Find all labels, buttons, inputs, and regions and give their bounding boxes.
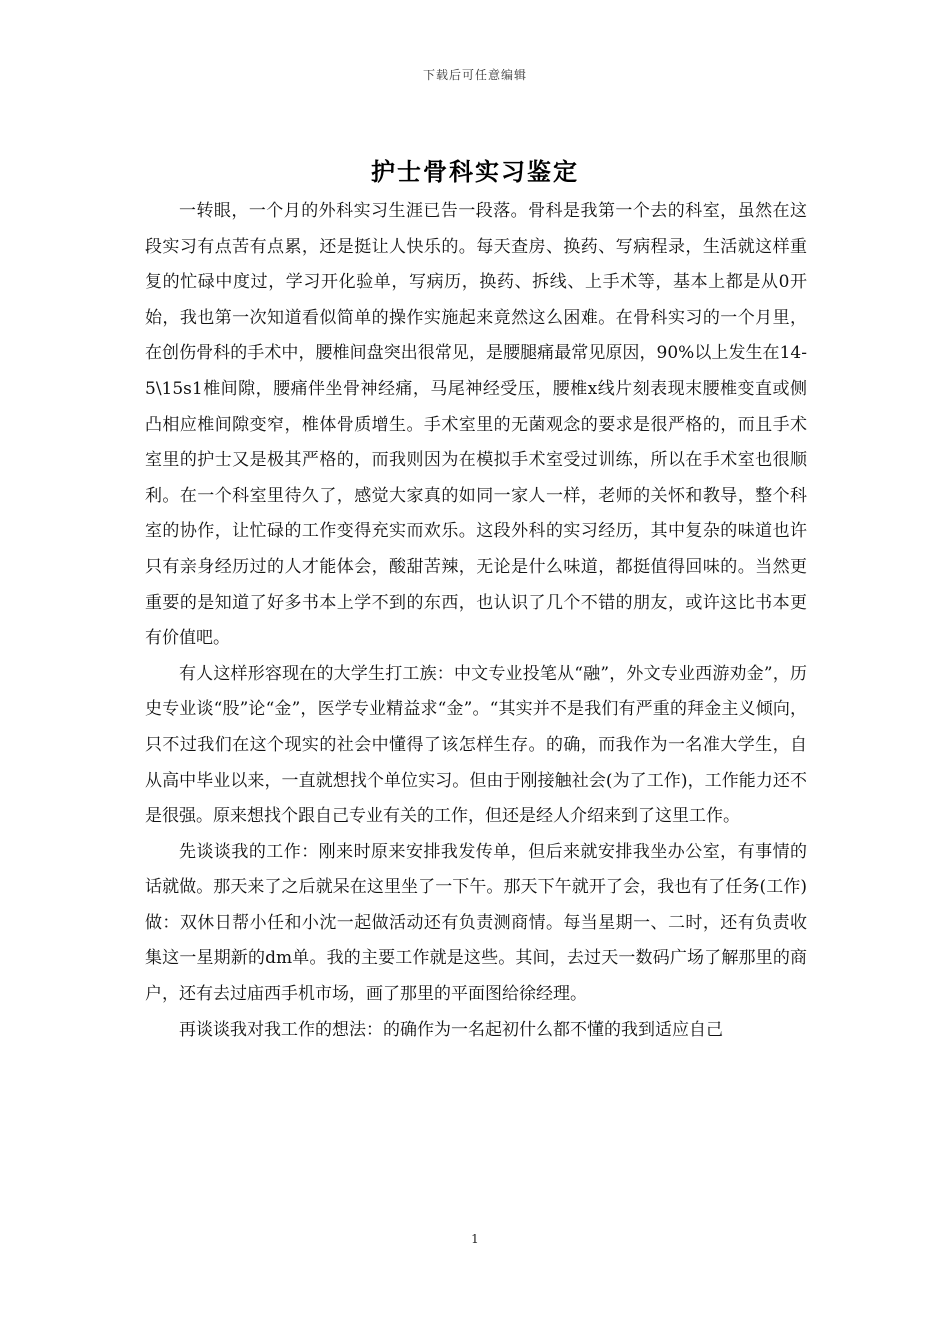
page-number: 1 — [471, 1232, 479, 1246]
paragraph-3: 先谈谈我的工作：刚来时原来安排我发传单，但后来就安排我坐办公室，有事情的话就做。那天来了之后就呆在这里坐了一下午。那天下午就开了会，我也有了任务(工作)做：双休日帮小任和小沈一起做活动还有负责测商情。每当星期一、二时，还有负责收集这一星期新的dm单。我的主要工作就是这些。其间，去过天一数码广场了解那里的商户，还有去过庙西手机市场，画了那里的平面图给徐经理。 — [145, 841, 807, 1005]
paragraph-4: 再谈谈我对我工作的想法：的确作为一名起初什么都不懂的我到适应自己 — [179, 1019, 723, 1040]
header-note: 下载后可任意编辑 — [422, 68, 527, 82]
document-body — [145, 194, 807, 1048]
document-title: 护士骨科实习鉴定 — [371, 157, 579, 186]
paragraph-2: 有人这样形容现在的大学生打工族：中文专业投笔从“融”，外文专业西游劝金”，历史专业谈“股”论“金”，医学专业精益求“金”。“其实并不是我们有严重的拜金主义倾向，只不过我们在这个现实的社会中懂得了该怎样生存。的确，而我作为一名准大学生，自从高中毕业以来，一直就想找个单位实习。但由于刚接触社会(为了工作)，工作能力还不是很强。原来想找个跟自己专业有关的工作，但还是经人介绍来到了这里工作。 — [145, 663, 807, 827]
paragraph-1: 一转眼，一个月的外科实习生涯已告一段落。骨科是我第一个去的科室，虽然在这段实习有点苦有点累，还是挺让人快乐的。每天查房、换药、写病程录，生活就这样重复的忙碌中度过，学习开化验单，写病历，换药、拆线、上手术等，基本上都是从0开始，我也第一次知道看似简单的操作实施起来竟然这么困难。在骨科实习的一个月里，在创伤骨科的手术中，腰椎间盘突出很常见，是腰腿痛最常见原因，90%以上发生在14-5\15s1椎间隙，腰痛伴坐骨神经痛，马尾神经受压，腰椎x线片刻表现末腰椎变直或侧凸相应椎间隙变窄，椎体骨质增生。手术室里的无菌观念的要求是很严格的，而且手术室里的护士又是极其严格的，而我则因为在模拟手术室受过训练，所以在手术室也很顺利。在一个科室里待久了，感觉大家真的如同一家人一样，老师的关怀和教导，整个科室的协作，让忙碌的工作变得充实而欢乐。这段外科的实习经历，其中复杂的味道也许只有亲身经历过的人才能体会，酸甜苦辣，无论是什么味道，都挺值得回味的。当然更重要的是知道了好多书本上学不到的东西，也认识了几个不错的朋友，或许这比书本更有价值吧。 — [145, 201, 807, 649]
